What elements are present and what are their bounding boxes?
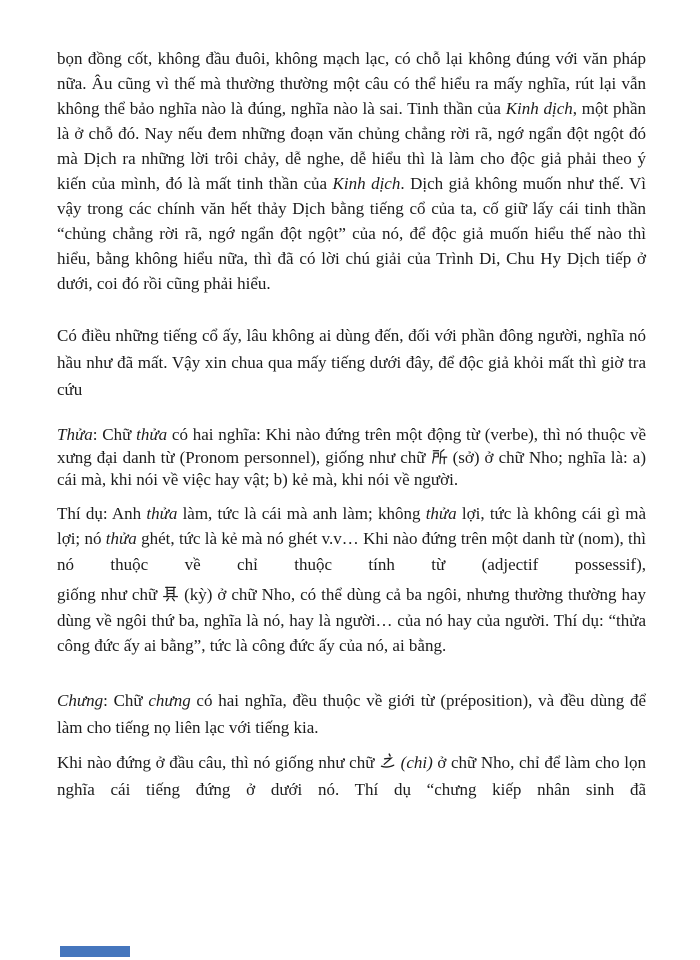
text-run: bọn đồng cốt, không đầu đuôi, không mạch lạc, có chỗ lại không đúng với văn pháp nữa. Âu cũng vì thế mà thường thường một câu có thể hiểu ra mấy nghĩa, rút lại vẫn không thể bảo nghĩa nào là đúng, nghĩa nào là sai. Tinh thần của [57, 49, 646, 118]
text-run: ghét, tức là kẻ mà nó ghét v.v… Khi nào đứng trên một danh từ (nom), thì nó thuộc về chỉ thuộc tính từ (adjectif possessif), [57, 529, 646, 574]
italic-text-run: thửa [105, 529, 137, 548]
text-run: : Chữ [103, 690, 149, 710]
para-thua-examples [57, 501, 646, 578]
text-run: . Dịch giả không muốn như thế. Vì vậy trong các chính văn hết thảy Dịch bằng tiếng cổ của ta, cố giữ lấy cái tinh thần “chủng chẳng rời rã, ngớ ngẩn đột ngột” của nó, để độc giả muốn hiểu thế nào thì hiểu, bằng không hiểu nữa, thì đã có lời chú giải của Trình Di, Chu Hy Dịch tiếp ở dưới, coi đó rồi cũng phải hiểu. [57, 174, 646, 293]
bottom-blue-bar [60, 946, 130, 957]
text-run: làm, tức là cái mà anh làm; không [177, 503, 426, 523]
cjk-zhi-glyph [379, 753, 396, 770]
cjk-suo-glyph [431, 448, 448, 465]
text-run: Khi nào đứng ở đầu câu, thì nó giống như chữ [57, 752, 380, 772]
para-chung-usage [57, 749, 646, 803]
text-run: có hai nghĩa, đều thuộc về giới từ (préposition), và đều dùng để làm cho tiếng nọ liên lạc với tiếng kia. [57, 690, 647, 737]
para-chung-definition [57, 687, 646, 741]
text-run: giống như chữ [57, 585, 163, 604]
text-run: ở chữ Nho, chỉ để làm cho lọn nghĩa cái tiếng đứng ở dưới nó. Thí dụ “chưng kiếp nhân sinh đã [57, 752, 647, 799]
italic-text-run: Kinh dịch [332, 174, 401, 193]
italic-text-run: thửa [136, 425, 168, 444]
text-run: , một phần là ở chỗ đó. Nay nếu đem những đoạn văn chủng chẳng rời rã, ngớ ngẩn đột ngột đó mà Dịch ra những lời trôi chảy, dễ nghe, dễ hiểu thì là làm cho độc giả phải theo ý kiến của mình, đó là mất tinh thần của [57, 99, 646, 193]
text-run: (kỳ) ở chữ Nho, có thể dùng cả ba ngôi, nhưng thường thường hay dùng về ngôi thứ ba, nghĩa là nó, hay là người… của nó hay của người. Thí dụ: “thửa công đức ấy ai bằng”, tức là công đức ấy của nó, ai bằng. [57, 585, 646, 655]
para-thua-definition [57, 424, 646, 492]
italic-text-run: Thửa [57, 425, 93, 444]
cjk-qi-glyph [162, 585, 179, 602]
italic-text-run: Chưng [57, 690, 104, 710]
text-run: : Chữ [92, 425, 137, 444]
para-tieng-co-note [57, 322, 646, 403]
italic-text-run: chưng [148, 690, 191, 710]
italic-text-run: Kinh dịch [505, 99, 573, 118]
para-thua-usage [57, 582, 646, 659]
text-run: Thí dụ: Anh [57, 503, 147, 523]
italic-text-run: thửa [425, 503, 457, 523]
page-text-content [57, 46, 646, 803]
text-run: (sở) ở chữ Nho; nghĩa là: a) cái mà, khi nói về việc hay vật; b) kẻ mà, khi nói về người. [57, 447, 646, 489]
text-run: có hai nghĩa: Khi nào đứng trên một động từ (verbe), thì nó thuộc về xưng đại danh từ (Pronom personnel), giống như chữ [57, 425, 646, 467]
italic-text-run: (chi) [400, 752, 433, 772]
para-kinh-dich-intro [57, 46, 646, 296]
text-run: lợi, tức là không cái gì mà lợi; nó [57, 503, 646, 548]
italic-text-run: thửa [146, 503, 178, 523]
text-run: Có điều những tiếng cổ ấy, lâu không ai dùng đến, đối với phần đông người, nghĩa nó hầu như đã mất. Vậy xin chua qua mấy tiếng dưới đây, để độc giả khỏi mất thì giờ tra cứu [57, 326, 646, 399]
